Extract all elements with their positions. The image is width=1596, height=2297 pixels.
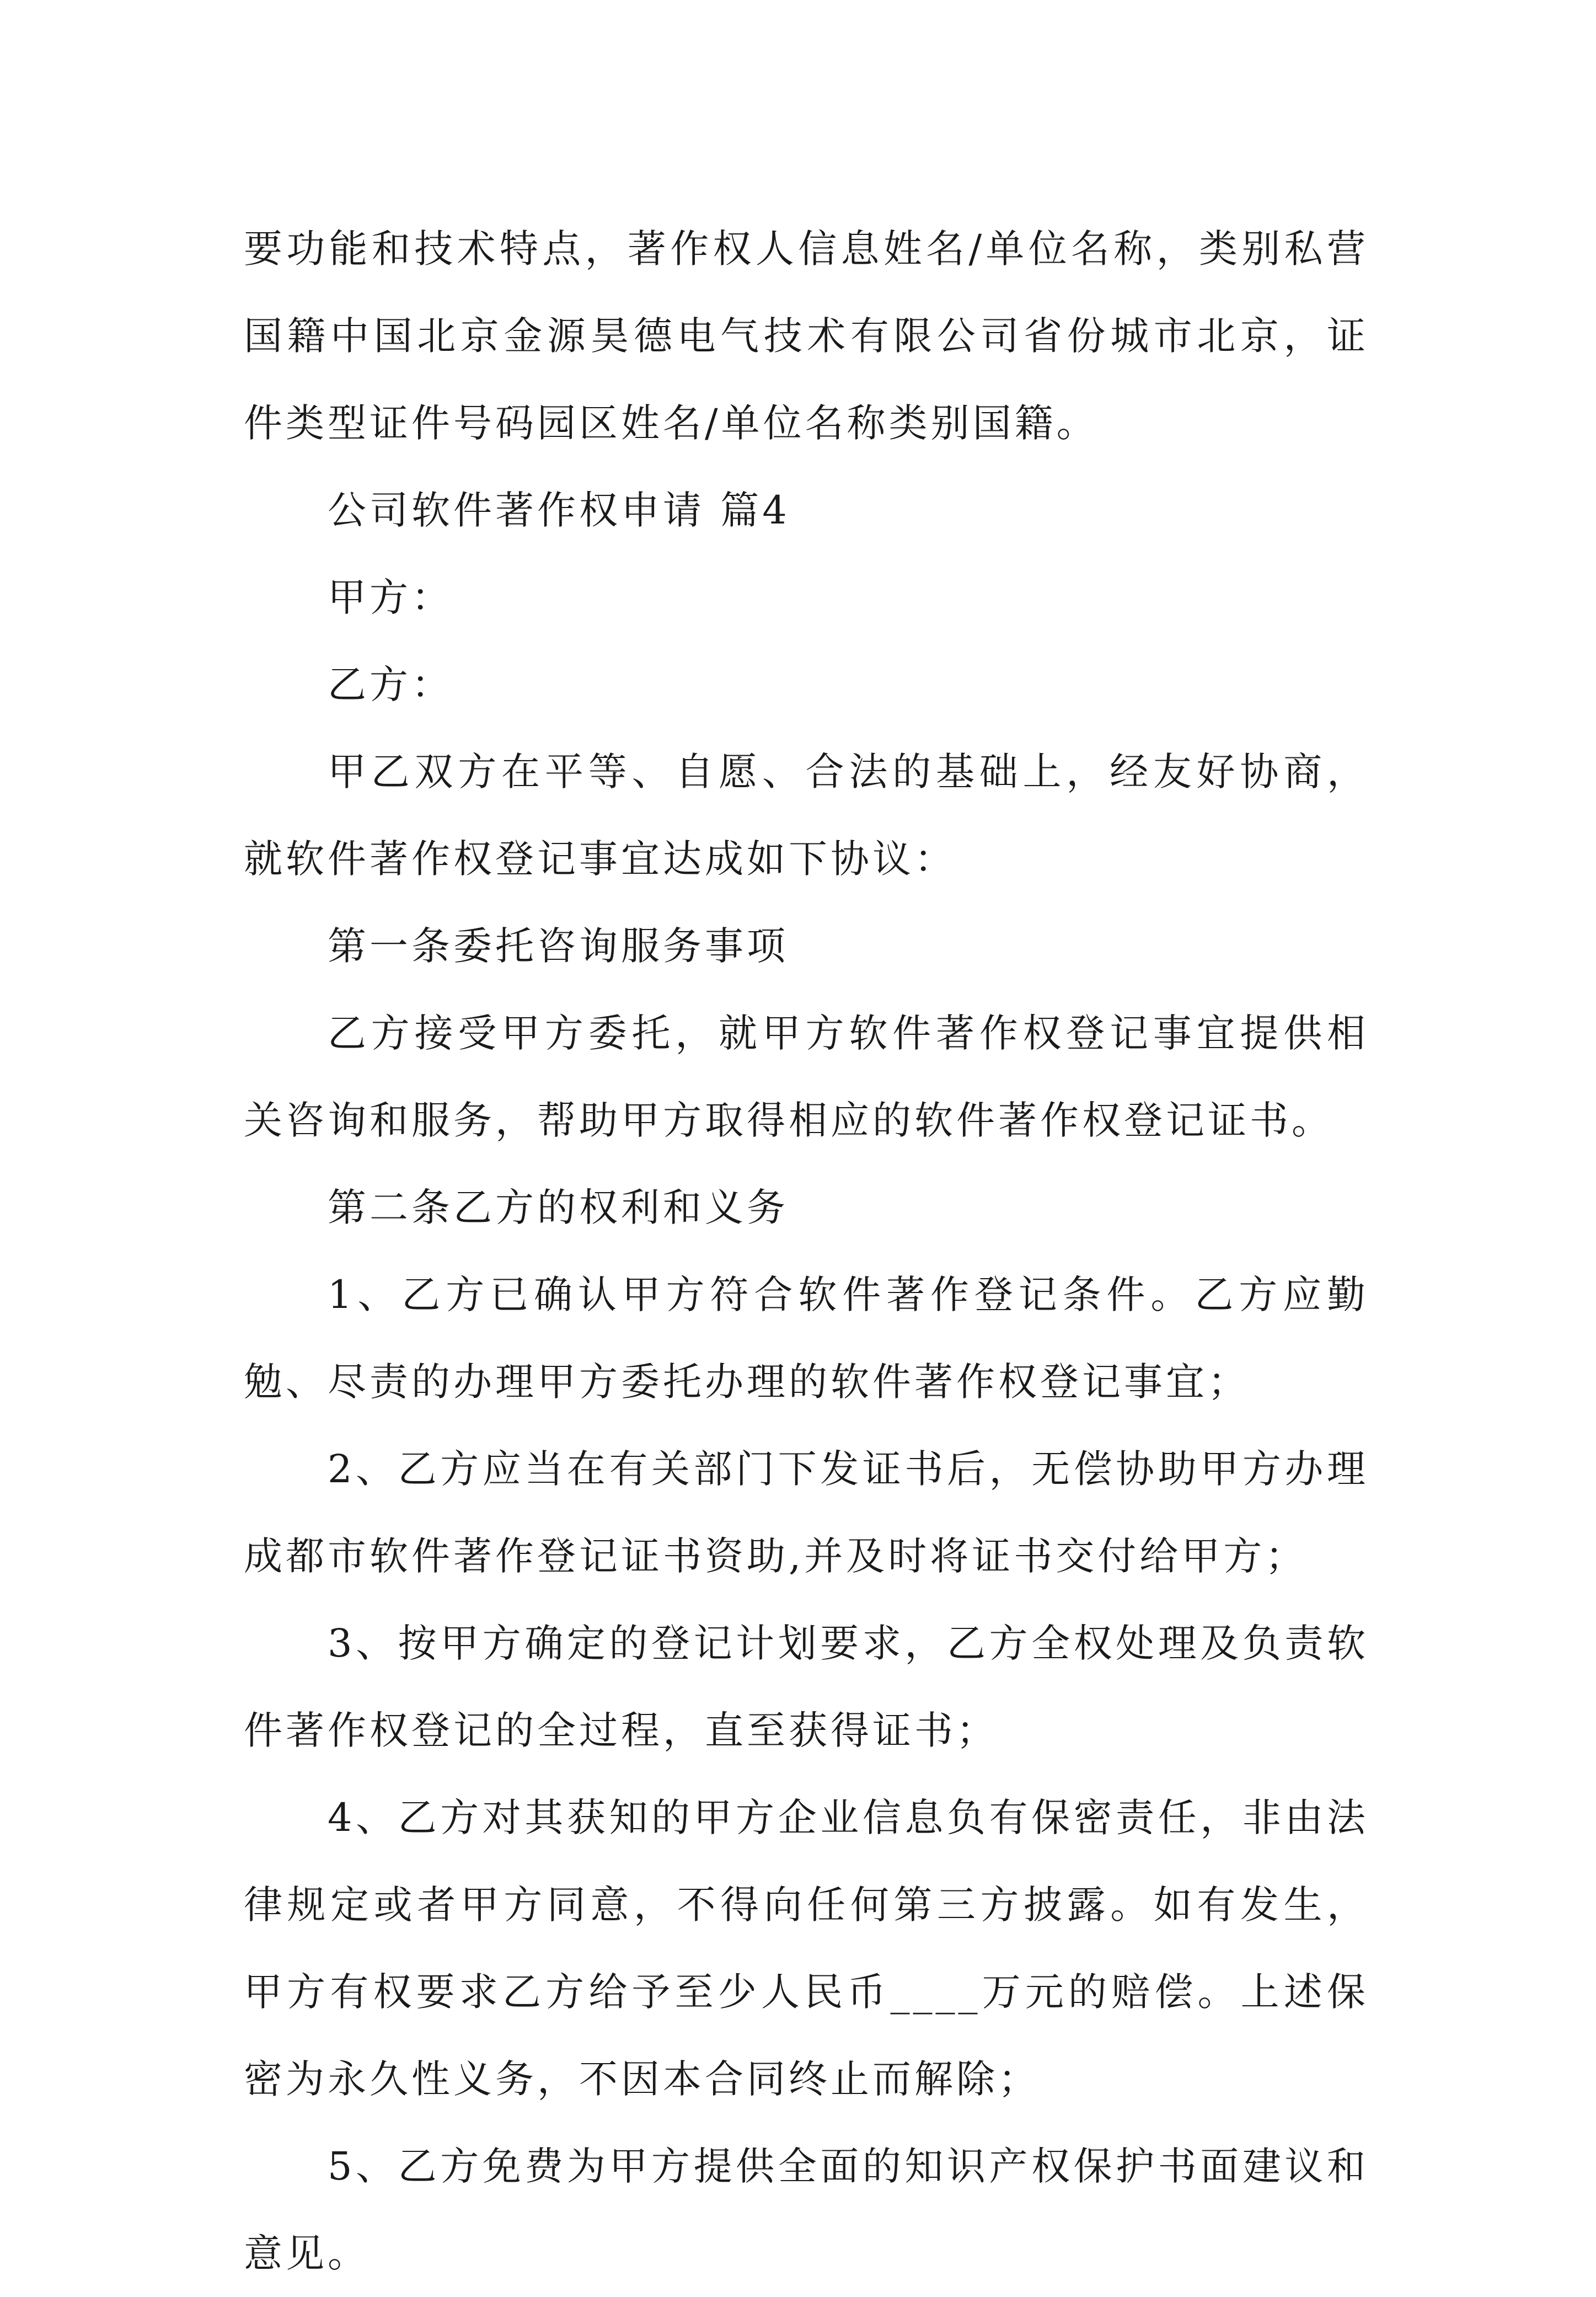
party-b-line: 乙方： [328,662,453,707]
article-2-item-1: 1、乙方已确认甲方符合软件著作登记条件。乙方应勤勉、尽责的办理甲方委托办理的软件著作权登记事宜； [244,1272,1369,1404]
article-1-body: 乙方接受甲方委托，就甲方软件著作权登记事宜提供相关咨询和服务，帮助甲方取得相应的软件著作权登记证书。 [244,1011,1369,1143]
article-2-item-2: 2、乙方应当在有关部门下发证书后，无偿协助甲方办理成都市软件著作登记证书资助,并及时将证书交付给甲方； [244,1446,1369,1579]
agreement-intro: 甲乙双方在平等、自愿、合法的基础上，经友好协商，就软件著作权登记事宜达成如下协议： [244,749,1369,882]
paragraph-continuation: 要功能和技术特点，著作权人信息姓名/单位名称，类别私营国籍中国北京金源昊德电气技术有限公司省份城市北京，证件类型证件号码园区姓名/单位名称类别国籍。 [244,226,1369,446]
section-heading: 公司软件著作权申请 篇4 [328,488,790,533]
article-1-title: 第一条委托咨询服务事项 [328,923,789,969]
article-2-item-5: 5、乙方免费为甲方提供全面的知识产权保护书面建议和意见。 [244,2144,1369,2276]
party-a-line: 甲方： [328,575,453,620]
article-2-title: 第二条乙方的权利和义务 [328,1185,789,1230]
article-2-item-3: 3、按甲方确定的登记计划要求，乙方全权处理及负责软件著作权登记的全过程，直至获得证书； [244,1621,1369,1753]
document-body [244,205,1369,2297]
article-2-item-4: 4、乙方对其获知的甲方企业信息负有保密责任，非由法律规定或者甲方同意，不得向任何第三方披露。如有发生，甲方有权要求乙方给予至少人民币____万元的赔偿。上述保密为永久性义务，不因本合同终止而解除； [244,1795,1369,2102]
